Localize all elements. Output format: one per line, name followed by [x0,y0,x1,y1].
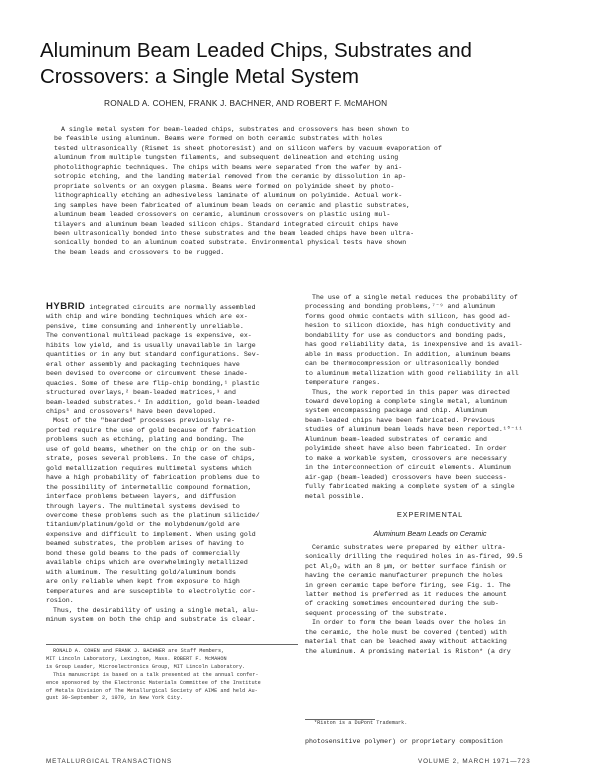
body-line: minum system on both the chip and substrate is clear. [46,615,256,623]
body-line: can be thermocompression or ultrasonically bonded [305,360,499,368]
body-line: Aluminum beam-leaded substrates of ceramic and [305,435,488,443]
body-line: to aluminum metallization with good reliability in all [305,369,519,377]
abstract-line: been ultrasonically bonded into these substrates and the beam leaded chips have been ultra- [54,229,415,237]
body-line: air-gap (beam-leaded) crossovers have been success- [305,473,507,481]
body-line: hesion to silicon dioxide, has high conductivity and [305,322,511,330]
body-line: are only reliable when kept from exposure to high [46,578,240,586]
drop-cap-word: HYBRID [46,301,86,312]
abstract-line: sotropic etching, and the landing material removed from the ceramic by dissolution in ap- [54,173,407,181]
body-line: studies of aluminum beam leads have been reported.¹⁰⁻¹¹ [305,426,523,434]
section-heading: EXPERIMENTAL [396,510,464,520]
trademark-footnote: *Riston is a DuPont Trademark. [314,720,408,726]
body-line: eral other assembly and packaging techniques have [46,360,240,368]
subsection-heading: Aluminum Beam Leads on Ceramic [373,529,487,539]
footnote-line: ence sponsored by the Electronic Materials Committee of the Institute [46,679,261,686]
body-line: material that can be leached away without attacking [305,638,507,646]
body-line: polyimide sheet have also been fabricated. In order [305,445,507,453]
body-line: problems such as etching, plating and bonding. The [46,436,244,444]
body-line: having the ceramic manufacturer prepunch the holes [305,572,503,580]
article-title [40,38,580,90]
body-line: temperatures and are susceptible to electrolytic cor- [46,587,256,595]
footnote-line: This manuscript is based on a talk presented at the annual confer- [53,671,259,678]
body-line: have a high probability of fabrication problems due to [46,474,260,482]
body-line: ported require the use of gold because of fabrication [46,426,256,434]
body-line: beamed substrates, the problem arises of having to [46,540,244,548]
body-line: sonically drilling the required holes in as-fired, 99.5 [305,553,523,561]
body-line: of cracking sometimes encountered during the sub- [305,600,499,608]
abstract-line: propriate solvents or an oxygen plasma. Beams were formed on polyimide sheet by photo- [54,182,395,190]
body-line: able in mass production. In addition, aluminum beams [305,350,511,358]
abstract-line: A single metal system for beam-leaded chips, substrates and crossovers has been shown to [61,126,410,133]
body-line: available chips which are overwhelmingly metallized [46,559,248,567]
abstract-line: ing samples have been fabricated of aluminum beam leads on ceramic and plastic substrates, [54,201,411,209]
body-line: Ceramic substrates were prepared by either ultra- [312,543,506,551]
body-line: forms good ohmic contacts with silicon, has good ad- [305,312,511,320]
body-line: with chip and wire bonding techniques which are ex- [46,313,248,321]
body-line: Thus, the work reported in this paper was directed [312,388,510,396]
body-line: been devised to overcome or circumvent these inade- [46,370,248,378]
body-line: gold metallization requires multimetal systems which [46,464,252,472]
title-line-2: Crossovers: a Single Metal System [40,65,360,88]
body-line: through layers. The multimetal systems devised to [46,502,240,510]
body-line: metal possible. [305,492,365,500]
footnote-line: of Metals Division of The Metallurgical Society of AIME and held Au- [46,687,258,694]
first-line [46,302,298,312]
title-line-1: Aluminum Beam Leaded Chips, Substrates and [40,39,472,62]
footnote-rule [46,644,298,645]
body-line: pct Al₂O₃ with an 8 µm, or better surface finish or [305,562,507,570]
body-line: hibits low yield, and is usually unavailable in large [46,341,256,349]
body-line: temperature ranges. [305,379,381,387]
author-footnote [46,644,298,703]
body-line: sequent processing of the substrate. [305,609,448,617]
body-line: in green ceramic tape before firing, see Fig. 1. The [305,581,511,589]
abstract-line: lithographically etching an adhesiveless laminate of aluminum on polyimide. Actual work- [54,192,403,200]
body-line: processing and bonding problems,⁷⁻⁹ and aluminum [305,303,495,311]
body-line: the possibility of intermetallic compound formation, [46,483,252,491]
first-line-rest: integrated circuits are normally assembled [85,304,256,311]
body-line: The use of a single metal reduces the probability of [312,294,518,301]
body-line: quantities or in any but standard configurations. Sev- [46,351,260,359]
body-line: use of gold beams, whether on the chip or on the sub- [46,445,256,453]
body-line: has good reliability data, is inexpensive and is avail- [305,341,523,349]
body-line: the ceramic, the hole must be covered (tented) with [305,628,507,636]
abstract [54,125,550,257]
abstract-line: aluminum beam leaded crossovers on ceramic, aluminum crossovers on plastic using mul- [54,211,391,219]
body-line: fully fabricated making a complete system of a single [305,483,515,491]
footnote-line: RONALD A. COHEN and FRANK J. BACHNER are Staff Members, [53,648,225,654]
footnote-line: MIT Lincoln Laboratory, Lexington, Mass. ROBERT F. McMAHON [46,655,227,662]
body-line: expensive and difficult to implement. When using gold [46,530,256,538]
right-column [305,293,555,656]
body-line: in the interconnection of circuit elements. Aluminum [305,464,511,472]
body-line: Thus, the desirability of using a single metal, alu- [53,606,259,614]
body-line: beam-leaded chips have been fabricated. Previous [305,416,495,424]
abstract-line: aluminum from multiple tungsten filaments, and subsequent delineation and etching using [54,154,399,162]
body-line: with aluminum. The resulting gold/aluminum bonds [46,568,236,576]
body-line: overcome these problems such as the platinum silicide/ [46,511,260,519]
body-line: toward developing a complete single metal, aluminum [305,397,507,405]
body-line: chips⁵ and crossovers⁶ have been developed. [46,407,217,415]
body-line: structured overlays,² beam-leaded matrices,³ and [46,389,236,397]
body-line: bond these gold beams to the pads of commercially [46,549,240,557]
abstract-line: tilayers and aluminum beam leaded silicon chips. Standard integrated circuit chips have [54,220,399,228]
body-line: interface problems between layers, and diffusion [46,493,236,501]
body-line: pensive, time consuming and inherently unreliable. [46,322,244,330]
body-line: latter method is preferred as it reduces the amount [305,591,507,599]
volume-page-info: VOLUME 2, MARCH 1971—723 [418,758,531,765]
body-line: system encompassing package and chip. Aluminum [305,407,488,415]
abstract-line: be feasible using aluminum. Beams were formed on both ceramic substrates with holes [54,135,383,143]
footnote-line: gust 30-September 2, 1970, in New York City. [46,695,183,702]
journal-name: METALLURGICAL TRANSACTIONS [46,758,173,765]
abstract-line: the beam leads and crossovers to be rugged. [54,248,225,256]
body-line: Most of the "bearded" processes previously re- [53,417,236,425]
body-line: to make a workable system, crossovers are necessary [305,454,507,462]
body-line: strate, poses several problems. In the case of chips, [46,455,256,463]
abstract-line: photolithographic techniques. The chips with beams were separated from the wafer by ani- [54,163,403,171]
abstract-line: sonically bonded to an aluminum coated substrate. Environmental physical tests have shown [54,239,407,247]
footnote-line: is Group Leader, Microelectronics Group, MIT Lincoln Laboratory. [46,663,246,670]
body-line: the aluminum. A promising material is Riston* (a dry [305,647,511,655]
body-line: titanium/platinum/gold or the molybdenum/gold are [46,521,240,529]
body-line: quacies. Some of these are flip-chip bonding,¹ plastic [46,379,260,387]
body-line: bondability for use as conductors and bonding pads, [305,331,507,339]
body-line: The conventional multilead package is expensive, ex- [46,332,252,340]
body-line: beam-leaded substrates.⁴ In addition, gold beam-leaded [46,398,260,406]
body-line: In order to form the beam leads over the holes in [312,619,506,627]
body-line: rosion. [46,597,74,605]
body-line-continued: photosensitive polymer) or proprietary composition [305,738,503,745]
abstract-line: tested ultrasonically (Rismet is sheet photoresist) and on silicon wafers by vacuum evaporation of [54,144,442,152]
left-column [46,302,298,624]
author-list: RONALD A. COHEN, FRANK J. BACHNER, AND ROBERT F. McMAHON [104,98,388,108]
